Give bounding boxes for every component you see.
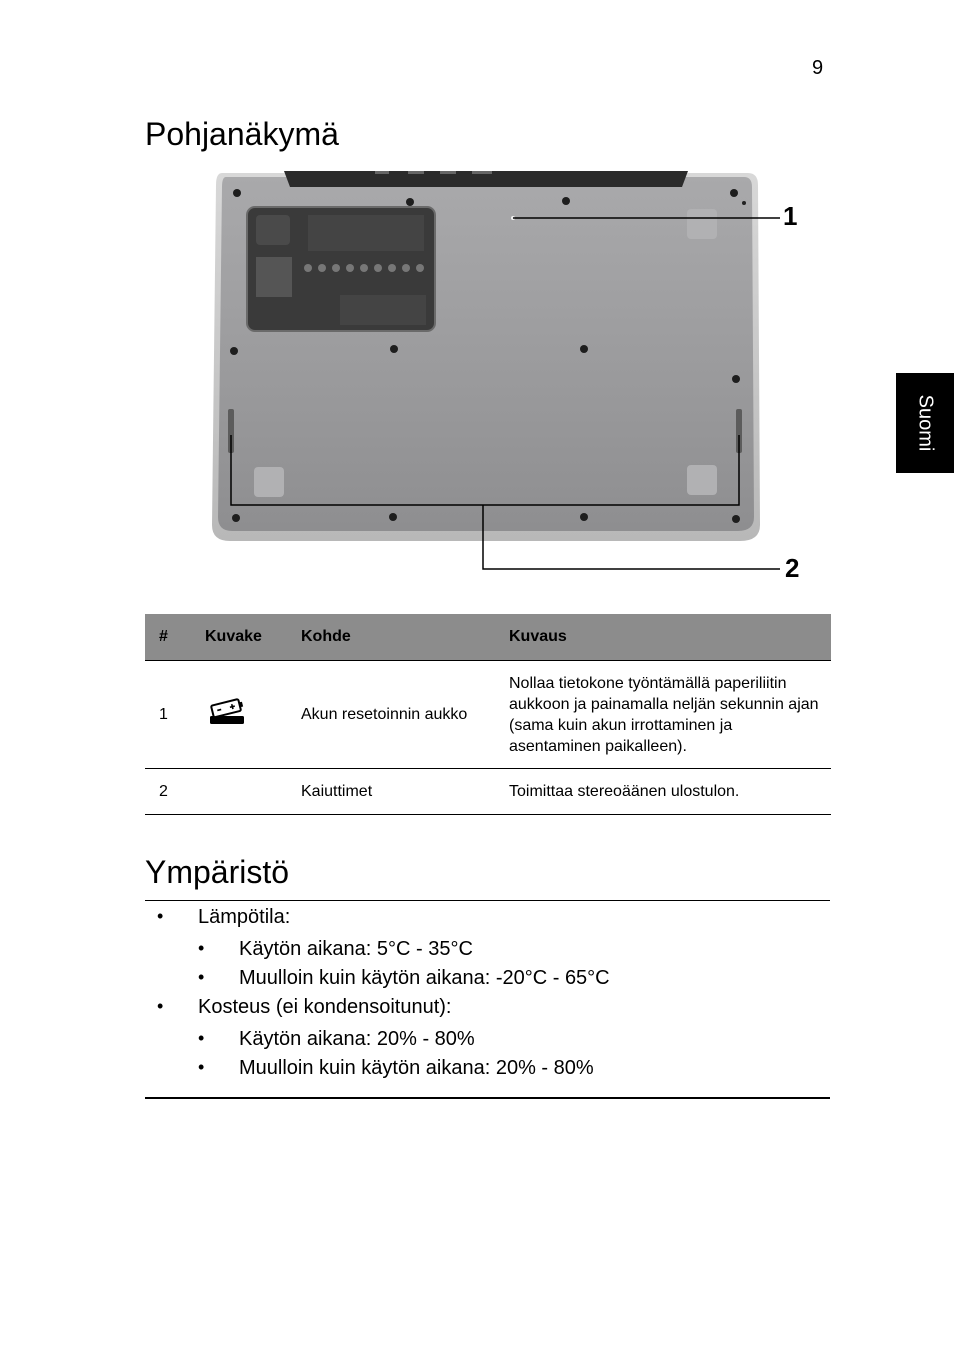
list-item-label: Käytön aikana: 20% - 80% bbox=[239, 1028, 475, 1050]
bullet: • bbox=[157, 996, 164, 1016]
row-item: Akun resetoinnin aukko bbox=[293, 661, 501, 769]
table-header-row bbox=[145, 614, 831, 661]
row-item: Kaiuttimet bbox=[293, 769, 501, 815]
battery-reset-icon bbox=[197, 661, 293, 769]
list-item-label: Muulloin kuin käytön aikana: -20°C - 65°C bbox=[239, 967, 610, 989]
row-number: 1 bbox=[145, 661, 197, 769]
bullet: • bbox=[157, 906, 164, 926]
row-description: Nollaa tietokone työntämällä paperiliitin aukkoon ja painamalla neljän sekunnin ajan (sama kuin akun irrottaminen ja asentaminen paikalleen). bbox=[501, 661, 831, 769]
section-title-bottom-view: Pohjanäkymä bbox=[145, 116, 339, 152]
laptop-bottom-view-figure bbox=[200, 165, 820, 585]
header-icon: Kuvake bbox=[197, 614, 293, 661]
bullet: • bbox=[198, 1057, 205, 1077]
environment-bottom-rule bbox=[145, 1097, 830, 1099]
bullet: • bbox=[198, 967, 205, 987]
row-icon-empty bbox=[197, 769, 293, 815]
list-item-label: Kosteus (ei kondensoitunut): bbox=[198, 996, 452, 1018]
laptop-bottom-illustration bbox=[200, 165, 820, 585]
table-row bbox=[145, 661, 831, 769]
table-row bbox=[145, 769, 831, 815]
header-number: # bbox=[145, 614, 197, 661]
row-number: 2 bbox=[145, 769, 197, 815]
header-description: Kuvaus bbox=[501, 614, 831, 661]
section-title-environment: Ympäristö bbox=[145, 854, 290, 890]
list-item-label: Käytön aikana: 5°C - 35°C bbox=[239, 938, 473, 960]
callout-1: 1 bbox=[783, 201, 798, 231]
bullet: • bbox=[198, 1028, 205, 1048]
list-item-label: Muulloin kuin käytön aikana: 20% - 80% bbox=[239, 1057, 594, 1079]
page-number: 9 bbox=[812, 57, 824, 79]
language-tab-label: Suomi bbox=[914, 394, 937, 452]
bullet: • bbox=[198, 938, 205, 958]
list-item-label: Lämpötila: bbox=[198, 906, 291, 928]
language-tab bbox=[896, 373, 954, 473]
environment-top-rule bbox=[145, 900, 830, 901]
header-item: Kohde bbox=[293, 614, 501, 661]
components-table bbox=[145, 614, 831, 815]
callout-2: 2 bbox=[785, 553, 800, 583]
row-description: Toimittaa stereoäänen ulostulon. bbox=[501, 769, 831, 815]
